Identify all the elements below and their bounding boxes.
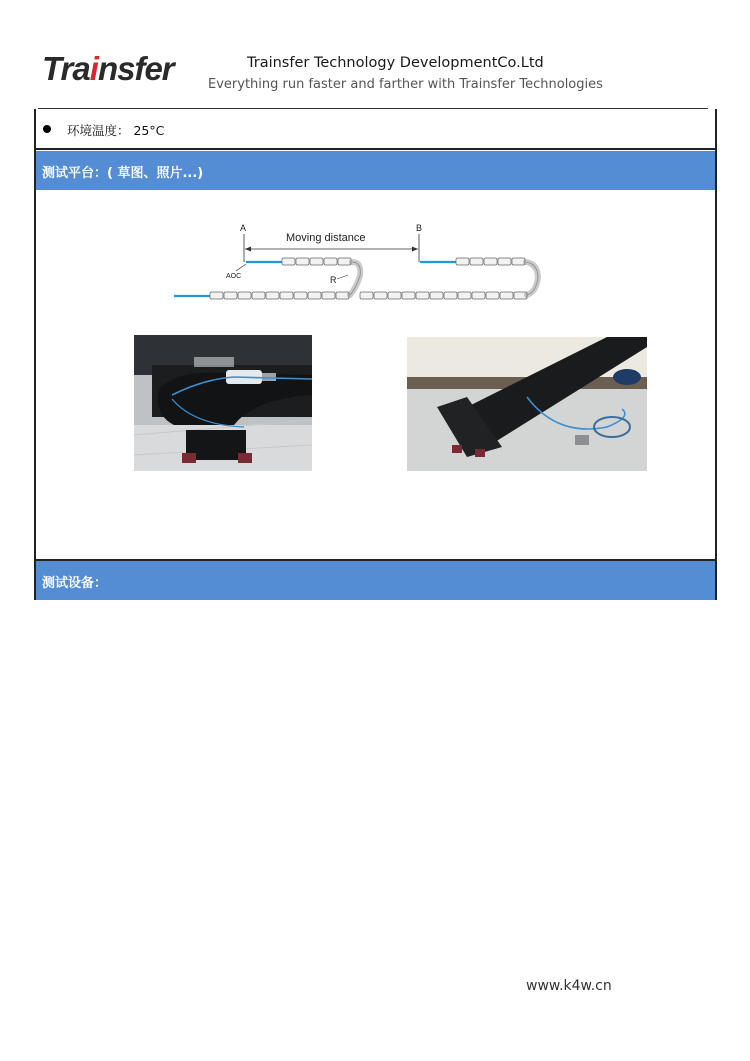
label-b: B [416,223,423,233]
label-a: A [240,223,247,233]
section-title-test-equipment: 测试设备： [42,576,108,591]
test-platform-photo-closeup [134,335,312,471]
test-platform-photo-overview [407,337,647,471]
company-logo: Trainsfer [42,50,174,87]
drag-chain-diagram [170,218,570,308]
radius-label: R [330,275,337,285]
drag-chain-upper-b [456,258,525,265]
aoc-label: AOC [226,273,242,280]
section-header-test-equipment [36,561,715,600]
company-slogan: Everything run faster and farther with Trainsfer Technologies [208,77,603,92]
bullet-icon [43,125,51,133]
drag-chain-upper-a [282,258,351,265]
footer-website: www.k4w.cn [526,978,612,994]
environment-row [36,110,715,150]
drag-chain-lower [210,292,527,299]
company-name: Trainsfer Technology DevelopmentCo.Ltd [247,55,544,71]
section-header-test-platform [36,151,715,190]
section-title-test-platform: 测试平台：( 草图、照片...) [42,166,204,181]
moving-distance-label: Moving distance [286,232,366,244]
environment-temperature: 环境温度： 25°C [67,123,165,138]
